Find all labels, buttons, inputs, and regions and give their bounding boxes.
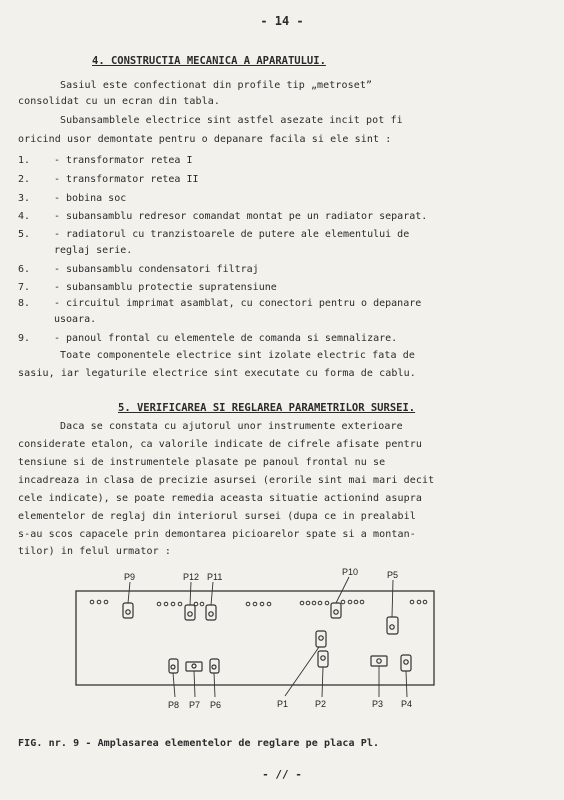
list-item-continuation: reglaj serie.	[54, 245, 133, 256]
section-4-para3-line2: sasiu, iar legaturile electrice sint executate cu forma de cablu.	[18, 368, 416, 379]
list-item: 3. - bobina soc	[18, 193, 127, 204]
potentiometer-p5	[387, 617, 398, 634]
label-p3: P3	[372, 699, 384, 709]
potentiometer-p6	[210, 659, 219, 673]
section-4-para2-line1: Subansamblele electrice sint astfel asezate incit pot fi	[60, 115, 403, 126]
label-p5: P5	[387, 570, 399, 580]
section-5-line: tensiune si de instrumentele plasate pe panoul frontal nu se	[18, 457, 386, 468]
board-outline	[76, 591, 434, 685]
section-5-line: tilor) in felul urmator :	[18, 546, 172, 557]
section-5-line: considerate etalon, ca valorile indicate de cifrele afisate pentru	[18, 439, 422, 450]
section-5-line: elementelor de reglaj din interiorul sursei (dupa ce in prealabil	[18, 511, 416, 522]
potentiometer-p1	[316, 631, 326, 647]
label-p12: P12	[183, 572, 200, 582]
section-5-line: s-au scos capacele prin demontarea picioarelor spate si a montan-	[18, 529, 416, 540]
potentiometer-p8	[169, 659, 178, 673]
page-footer-mark: - // -	[262, 768, 302, 781]
hole-dots	[90, 600, 427, 606]
potentiometer-p4	[401, 655, 411, 671]
label-p11: P11	[207, 572, 223, 582]
label-p2: P2	[315, 699, 327, 709]
list-item: 8. - circuitul imprimat asamblat, cu conectori pentru o depanare	[18, 298, 422, 309]
list-item: 2. - transformator retea II	[18, 174, 199, 185]
potentiometer-p7	[186, 662, 202, 671]
list-item: 9. - panoul frontal cu elementele de comanda si semnalizare.	[18, 333, 398, 344]
section-4-title: 4. CONSTRUCTIA MECANICA A APARATULUI.	[92, 55, 326, 67]
section-4-para1-line1: Sasiul este confectionat din profile tip „metroset”	[60, 80, 373, 91]
label-p10: P10	[342, 567, 359, 577]
potentiometer-p10	[331, 603, 341, 618]
list-item: 7. - subansamblu protectie supratensiune	[18, 282, 277, 293]
potentiometer-p2	[318, 651, 328, 667]
leader-lines	[128, 577, 407, 697]
section-4-para2-line2: oricind usor demontate pentru o depanare facila si ele sint :	[18, 134, 392, 145]
list-item: 5. - radiatorul cu tranzistoarele de putere ale elementului de	[18, 229, 410, 240]
list-item: 6. - subansamblu condensatori filtraj	[18, 264, 259, 275]
potentiometer-p9	[123, 603, 133, 618]
section-5-line: cele indicate), se poate remedia aceasta situatie actionind asupra	[18, 493, 422, 504]
section-5-line: incadreaza in clasa de precizie asursei (erorile sint mai mari decit	[18, 475, 435, 486]
list-item-continuation: usoara.	[54, 314, 97, 325]
list-item: 4. - subansamblu redresor comandat montat pe un radiator separat.	[18, 211, 428, 222]
page-number: - 14 -	[260, 14, 304, 28]
label-p7: P7	[189, 700, 201, 710]
section-4-para1-line2: consolidat cu un ecran din tabla.	[18, 96, 220, 107]
section-4-para3-line1: Toate componentele electrice sint izolate electric fata de	[60, 350, 415, 361]
section-5-title: 5. VERIFICAREA SI REGLAREA PARAMETRILOR SURSEI.	[118, 402, 416, 414]
section-5-line: Daca se constata cu ajutorul unor instrumente exterioare	[60, 421, 403, 432]
label-p8: P8	[168, 700, 180, 710]
label-p6: P6	[210, 700, 222, 710]
potentiometer-p11	[206, 605, 216, 620]
label-p9: P9	[124, 572, 136, 582]
potentiometer-p3	[371, 656, 387, 666]
label-p4: P4	[401, 699, 413, 709]
figure-caption: FIG. nr. 9 - Amplasarea elementelor de reglare pe placa Pl.	[18, 738, 380, 749]
potentiometer-p12	[185, 605, 195, 620]
label-p1: P1	[277, 699, 289, 709]
list-item: 1. - transformator retea I	[18, 155, 193, 166]
